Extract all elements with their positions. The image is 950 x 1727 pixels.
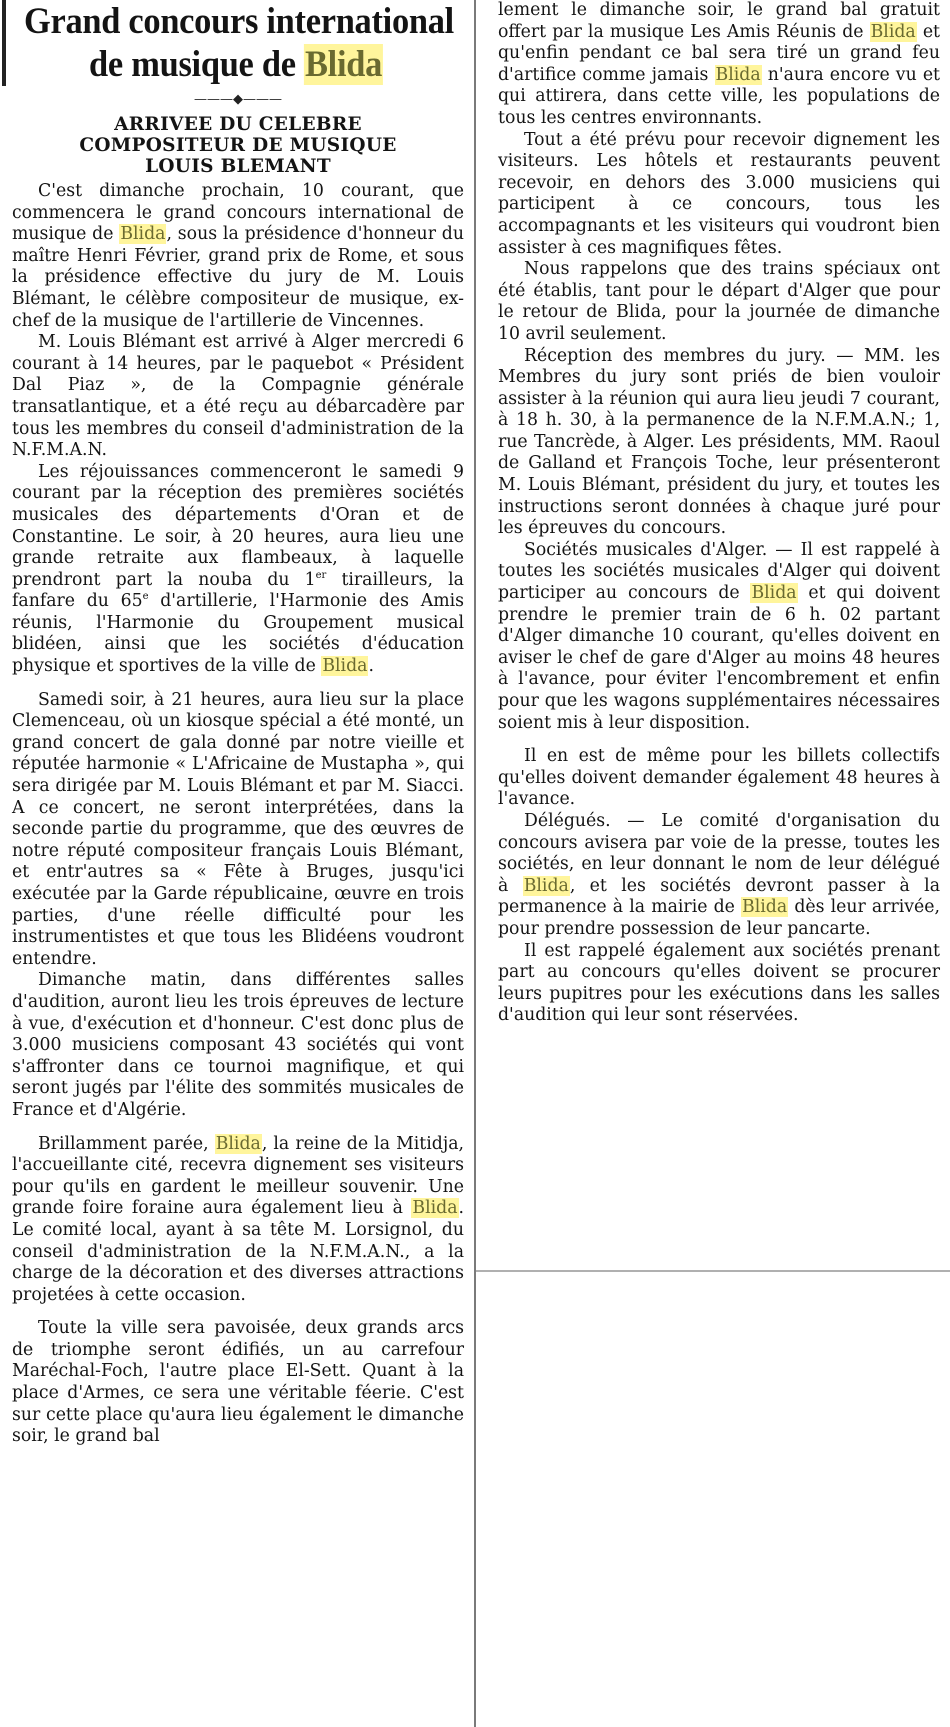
paragraph bbox=[498, 811, 940, 941]
text-run: . bbox=[368, 656, 374, 677]
paragraph: Il est rappelé également aux sociétés prenant part au concours qu'elles doivent se procurer leurs pupitres pour les exécutions dans les salles d'audition qui leur sont réservées. bbox=[498, 940, 940, 1026]
text-run: C'est dimanche prochain, 10 courant, que commencera le grand concours international de musique de bbox=[12, 181, 464, 245]
highlighted-place-name: Blida bbox=[870, 21, 916, 42]
highlighted-place-name: Blida bbox=[523, 875, 569, 896]
paragraph: M. Louis Blémant est arrivé à Alger mercredi 6 courant à 14 heures, par le paquebot « Président Dal Piaz », de la Compagnie générale transatlantique, et a été reçu au débarcadère par tous les membres du conseil d'administration de la N.F.M.A.N. bbox=[12, 332, 464, 461]
ornament-divider: ———◆——— bbox=[194, 92, 282, 107]
highlighted-place-name: Blida bbox=[215, 1133, 261, 1154]
highlighted-place-name: Blida bbox=[322, 656, 368, 677]
paragraph bbox=[498, 540, 940, 734]
blank-area bbox=[476, 1274, 950, 1727]
headline-block bbox=[2, 0, 464, 86]
text-run: , la reine de la Mitidja, l'accueillante cité, recevra dignement ses visiteurs pour qu'ils en gardent le meilleur souvenir. Une grande foire foraine aura également lieu à bbox=[12, 1133, 464, 1219]
headline-line-2 bbox=[24, 43, 448, 86]
paragraph: Samedi soir, à 21 heures, aura lieu sur la place Clemenceau, où un kiosque spécial a été monté, un grand concert de gala donné par notre vieille et réputée harmonie « L'Africaine de Mustapha », qui sera dirigée par M. Louis Blémant et par M. Siacci. A ce concert, ne seront interprétées, dans la seconde partie du programme, que des œuvres de notre réputé compositeur français Louis Blémant, et entr'autres sa « Fête à Bruges, jusqu'ici exécutée par la Garde républicaine, œuvre en trois parties, d'une réelle difficulté pour les instrumentistes et que tous les Blidéens voudront entendre. bbox=[12, 689, 464, 969]
text-run: , et les sociétés devront passer à la permanence à la mairie de bbox=[498, 875, 941, 918]
text-run: et qu'enfin pendant ce bal sera tiré un grand feu d'artifice comme jamais bbox=[498, 21, 940, 85]
text-run: Brillamment parée, bbox=[38, 1133, 215, 1154]
highlighted-place-name: Blida bbox=[715, 64, 761, 85]
paragraph: Il en est de même pour les billets collectifs qu'elles doivent demander également 48 heures à l'avance. bbox=[498, 746, 940, 810]
text-run: Délégués. — Le comité d'organisation du concours avisera par voie de la presse, toutes les sociétés, en leur donnant le nom de leur délégué à bbox=[498, 810, 940, 896]
superscript: e bbox=[142, 591, 149, 603]
text-run: d'artillerie, l'Harmonie des Amis réunis, l'Harmonie du Groupement musical blidéen, ainsi que les sociétés d'éducation physique et sportives de la ville de bbox=[12, 591, 464, 677]
subheading bbox=[12, 114, 464, 177]
text-run: Les réjouissances commenceront le samedi 9 courant par la réception des premières sociétés musicales des départements d'Oran et de Constantine. Le soir, à 20 heures, aura lieu une grande retraite aux flambeaux, à laquelle prendront part la nouba du 1 bbox=[12, 461, 464, 590]
superscript: er bbox=[315, 569, 327, 581]
highlighted-place-name: Blida bbox=[742, 897, 788, 918]
text-run: , sous la présidence d'honneur du maître Henri Février, grand prix de Rome, et sous la présidence effective du jury de M. Louis Blémant, le célèbre compositeur de musique, ex-chef de la musique de l'artillerie de Vincennes. bbox=[12, 224, 464, 331]
paragraph: Toute la ville sera pavoisée, deux grands arcs de triomphe seront édifiés, un au carrefour Maréchal-Foch, l'autre place El-Sett. Quant à la place d'Armes, ce sera une véritable féerie. C'est sur cette place qu'aura lieu également le dimanche soir, le grand bal bbox=[12, 1318, 464, 1447]
paragraph bbox=[12, 181, 464, 332]
text-run: n'aura encore vu et qui attirera, dans cette ville, les populations de tous les centres environnants. bbox=[498, 64, 941, 128]
subheading-line-3: LOUIS BLEMANT bbox=[145, 156, 331, 177]
paragraph: Tout a été prévu pour recevoir dignement les visiteurs. Les hôtels et restaurants peuvent recevoir, en dehors des 3.000 musiciens qui participent à ce concours, tous les accompagnants et les visiteurs qui voudront bien assister à ces magnifiques fêtes. bbox=[498, 129, 940, 258]
subheading-line-1: ARRIVEE DU CELEBRE bbox=[114, 114, 362, 135]
highlighted-place-name: Blida bbox=[120, 224, 166, 245]
text-run: et qui doivent prendre le premier train de 6 h. 02 partant d'Alger dimanche 10 courant, qu'elles doivent en aviser le chef de gare d'Alger au moins 48 heures à l'avance, pour éviter l'encombrement et enfin pour que les wagons supplémentaires nécessaires soient mis à leur disposition. bbox=[498, 583, 940, 733]
paragraph: Nous rappelons que des trains spéciaux ont été établis, tant pour le départ d'Alger que pour le retour de Blida, pour la journée de dimanche 10 avril seulement. bbox=[498, 259, 940, 344]
paragraph bbox=[12, 462, 464, 678]
highlighted-place-name: Blida bbox=[751, 583, 797, 604]
highlighted-place-name: Blida bbox=[412, 1198, 458, 1219]
text-run: lement le dimanche soir, le grand bal gratuit offert par la musique Les Amis Réunis de bbox=[498, 0, 940, 42]
paragraph: Dimanche matin, dans différentes salles d'audition, auront lieu les trois épreuves de lecture à vue, d'exécution et d'honneur. C'est donc plus de 3.000 musiciens composant 43 sociétés qui vont s'affronter dans ce tournoi magnifique, et qui seront jugés par l'élite des sommités musicales de France et d'Algérie. bbox=[12, 970, 464, 1120]
headline-line-1: Grand concours international bbox=[23, 1, 454, 42]
text-run: . Le comité local, ayant à sa tête M. Lorsignol, du conseil d'administration de la N.F.M.A.N., a la charge de la décoration et des diverses attractions projetées à cette occasion. bbox=[12, 1198, 464, 1305]
paragraph: Réception des membres du jury. — MM. les Membres du jury sont priés de bien vouloir assister à la réunion qui aura lieu jeudi 7 courant, à 18 h. 30, à la permanence de la N.F.M.A.N.; 1, rue Tancrède, à Alger. Les présidents, MM. Raoul de Galland et François Toche, leur présenteront M. Louis Blémant, président du jury, et toutes les instructions seront données à chaque juré pour les épreuves du concours. bbox=[498, 345, 940, 539]
subheading-line-2: COMPOSITEUR DE MUSIQUE bbox=[79, 135, 397, 156]
paragraph bbox=[498, 0, 940, 130]
paragraph bbox=[12, 1134, 464, 1307]
text-run: tirailleurs, la fanfare du 65 bbox=[12, 569, 464, 612]
highlighted-place-name: Blida bbox=[304, 44, 383, 85]
text-run: Sociétés musicales d'Alger. — Il est rappelé à toutes les sociétés musicales d'Alger qui doivent participer au concours de bbox=[498, 539, 940, 604]
right-column bbox=[476, 0, 950, 1272]
headline-line-2-text: de musique de bbox=[89, 44, 305, 85]
text-run: dès leur arrivée, pour prendre possession de leur pancarte. bbox=[498, 897, 940, 939]
